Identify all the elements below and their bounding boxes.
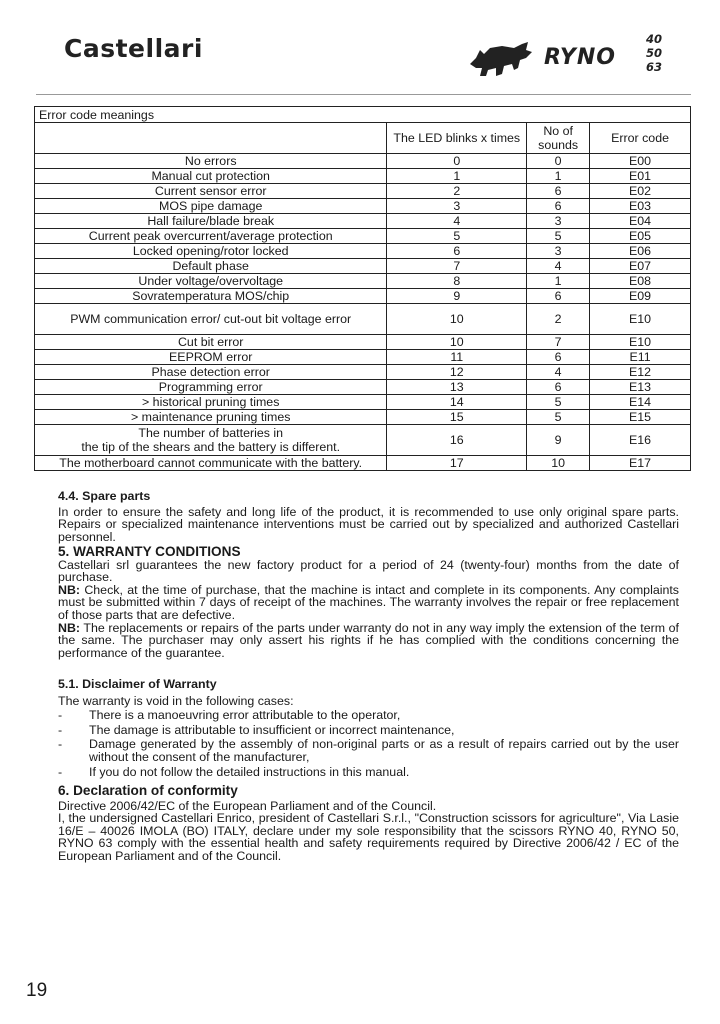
description-line: The number of batteries in [138, 426, 284, 440]
led-blinks-cell: 6 [387, 244, 527, 259]
sounds-cell: 4 [527, 259, 590, 274]
led-blinks-cell: 9 [387, 289, 527, 304]
section-heading: 5. WARRANTY CONDITIONS [58, 544, 241, 559]
error-code-cell: E17 [590, 456, 691, 471]
table-row [35, 229, 691, 244]
error-code-cell: E02 [590, 184, 691, 199]
led-blinks-cell: 4 [387, 214, 527, 229]
column-header: No of sounds [527, 123, 590, 154]
error-description: Locked opening/rotor locked [35, 244, 387, 259]
list-item [58, 766, 679, 779]
table-title: Error code meanings [35, 107, 691, 123]
sounds-cell: 3 [527, 244, 590, 259]
sounds-cell: 7 [527, 335, 590, 350]
warranty-section [58, 546, 679, 659]
error-code-cell: E08 [590, 274, 691, 289]
sounds-cell: 10 [527, 456, 590, 471]
table-row [35, 350, 691, 365]
paragraph: The warranty is void in the following cases: [58, 693, 294, 708]
sounds-cell: 6 [527, 289, 590, 304]
paragraph: In order to ensure the safety and long life of the product, it is recommended to use only original spare parts. Repairs or specialized maintenance interventions must be carried out by specialized and authorized Castellari personnel. [58, 504, 679, 544]
sounds-cell: 6 [527, 350, 590, 365]
page-number: 19 [26, 980, 48, 1001]
error-description: EEPROM error [35, 350, 387, 365]
table-row [35, 184, 691, 199]
error-description: No errors [35, 154, 387, 169]
error-code-cell: E15 [590, 410, 691, 425]
list-dash: - [58, 722, 63, 737]
table-row [35, 380, 691, 395]
error-description: PWM communication error/ cut-out bit voltage error [35, 304, 387, 335]
error-code-cell: E11 [590, 350, 691, 365]
led-blinks-cell: 3 [387, 199, 527, 214]
sounds-cell: 5 [527, 395, 590, 410]
error-description: Sovratemperatura MOS/chip [35, 289, 387, 304]
error-code-cell: E03 [590, 199, 691, 214]
paragraph: Castellari srl guarantees the new factory product for a period of 24 (twenty-four) months from the date of purchase. [58, 557, 679, 585]
error-description: Default phase [35, 259, 387, 274]
error-code-cell: E10 [590, 335, 691, 350]
list-dash: - [58, 708, 63, 723]
table-row [35, 214, 691, 229]
table-row [35, 304, 691, 335]
error-description: The motherboard cannot communicate with the battery. [35, 456, 387, 471]
paragraph [58, 584, 679, 622]
table-row [35, 259, 691, 274]
table-row [35, 154, 691, 169]
error-code-table [34, 106, 691, 471]
table-row [35, 365, 691, 380]
sounds-cell: 5 [527, 229, 590, 244]
table-row [35, 410, 691, 425]
paragraph: Directive 2006/42/EC of the European Parliament and of the Council. [58, 798, 437, 813]
nb-label: NB: [58, 620, 81, 635]
table-row [35, 395, 691, 410]
error-code-cell: E09 [590, 289, 691, 304]
conformity-section [58, 785, 679, 863]
led-blinks-cell: 2 [387, 184, 527, 199]
led-blinks-cell: 11 [387, 350, 527, 365]
paragraph: I, the undersigned Castellari Enrico, president of Castellari S.r.l., "Construction scissors for agriculture", Via Lasie 16/E – 40026 IMOLA (BO) ITALY, declare under my sole responsibility that the scissors RYNO 40, RYNO 50, RYNO 63 comply with the essential health and safety requirements required by Directive 2006/42 / EC of the European Parliament and of the Council. [58, 811, 679, 863]
sounds-cell: 1 [527, 274, 590, 289]
led-blinks-cell: 16 [387, 425, 527, 456]
section-heading: 6. Declaration of conformity [58, 783, 238, 798]
led-blinks-cell: 1 [387, 169, 527, 184]
model-number: 40 [646, 32, 663, 46]
list-item-text: Damage generated by the assembly of non-original parts or as a result of repairs carried out by the user without the consent of the manufacturer, [89, 737, 679, 764]
error-code-cell: E04 [590, 214, 691, 229]
error-code-cell: E01 [590, 169, 691, 184]
error-code-cell: E06 [590, 244, 691, 259]
list-item [58, 709, 679, 722]
error-code-cell: E10 [590, 304, 691, 335]
paragraph [58, 622, 679, 660]
led-blinks-cell: 15 [387, 410, 527, 425]
error-description: Manual cut protection [35, 169, 387, 184]
led-blinks-cell: 7 [387, 259, 527, 274]
led-blinks-cell: 0 [387, 154, 527, 169]
error-description: Phase detection error [35, 365, 387, 380]
sounds-cell: 3 [527, 214, 590, 229]
led-blinks-cell: 13 [387, 380, 527, 395]
list-item [58, 738, 679, 763]
error-description: Under voltage/overvoltage [35, 274, 387, 289]
error-code-cell: E16 [590, 425, 691, 456]
nb-label: NB: [58, 582, 81, 597]
table-row [35, 335, 691, 350]
error-description [35, 425, 387, 456]
error-description: > historical pruning times [35, 395, 387, 410]
led-blinks-cell: 12 [387, 365, 527, 380]
error-code-cell: E00 [590, 154, 691, 169]
sounds-cell: 6 [527, 199, 590, 214]
rhino-icon [468, 40, 534, 78]
list-dash: - [58, 764, 63, 779]
model-numbers [646, 32, 662, 74]
header-divider [36, 94, 691, 95]
error-description: > maintenance pruning times [35, 410, 387, 425]
sounds-cell: 9 [527, 425, 590, 456]
error-code-cell: E14 [590, 395, 691, 410]
table-row [35, 274, 691, 289]
error-description: Hall failure/blade break [35, 214, 387, 229]
section-heading: 5.1. Disclaimer of Warranty [58, 677, 217, 691]
error-description: Programming error [35, 380, 387, 395]
disclaimer-list [58, 709, 679, 778]
led-blinks-cell: 17 [387, 456, 527, 471]
section-heading: 4.4. Spare parts [58, 489, 151, 503]
model-number: 50 [646, 46, 663, 60]
sounds-cell: 4 [527, 365, 590, 380]
led-blinks-cell: 10 [387, 335, 527, 350]
ryno-wordmark: RYNO [544, 45, 616, 70]
error-description: Cut bit error [35, 335, 387, 350]
list-dash: - [58, 737, 63, 752]
error-code-cell: E13 [590, 380, 691, 395]
list-item [58, 724, 679, 737]
error-code-cell: E12 [590, 365, 691, 380]
spare-parts-section [58, 490, 679, 543]
error-description: MOS pipe damage [35, 199, 387, 214]
led-blinks-cell: 5 [387, 229, 527, 244]
header-blank-cell [35, 123, 387, 154]
error-code-cell: E05 [590, 229, 691, 244]
nb-text: Check, at the time of purchase, that the machine is intact and complete in its components. Any complaints must be submitted within 7 days of receipt of the machines. The warranty involves the repair or free replacement of those parts that are defective. [58, 582, 679, 622]
column-header: The LED blinks x times [387, 123, 527, 154]
list-item-text: There is a manoeuvring error attributable to the operator, [89, 708, 401, 723]
sounds-cell: 6 [527, 184, 590, 199]
nb-text: The replacements or repairs of the parts under warranty do not in any way imply the extension of the term of the same. The purchaser may only assert his rights if he has complied with the conditions concerning the performance of the guarantee. [58, 620, 679, 660]
list-item-text: If you do not follow the detailed instructions in this manual. [89, 764, 410, 779]
sounds-cell: 6 [527, 380, 590, 395]
table-row [35, 169, 691, 184]
table-row [35, 425, 691, 456]
error-description: Current sensor error [35, 184, 387, 199]
led-blinks-cell: 10 [387, 304, 527, 335]
error-description: Current peak overcurrent/average protection [35, 229, 387, 244]
model-number: 63 [646, 60, 663, 74]
led-blinks-cell: 8 [387, 274, 527, 289]
table-row [35, 244, 691, 259]
description-line: the tip of the shears and the battery is different. [81, 440, 341, 454]
sounds-cell: 0 [527, 154, 590, 169]
sounds-cell: 5 [527, 410, 590, 425]
list-item-text: The damage is attributable to insufficient or incorrect maintenance, [89, 722, 455, 737]
table-row [35, 289, 691, 304]
error-code-cell: E07 [590, 259, 691, 274]
led-blinks-cell: 14 [387, 395, 527, 410]
table-row [35, 456, 691, 471]
ryno-brand [468, 30, 678, 80]
sounds-cell: 2 [527, 304, 590, 335]
disclaimer-section [58, 678, 679, 778]
table-row [35, 199, 691, 214]
column-header: Error code [590, 123, 691, 154]
castellari-logo: Castellari [64, 34, 203, 63]
sounds-cell: 1 [527, 169, 590, 184]
